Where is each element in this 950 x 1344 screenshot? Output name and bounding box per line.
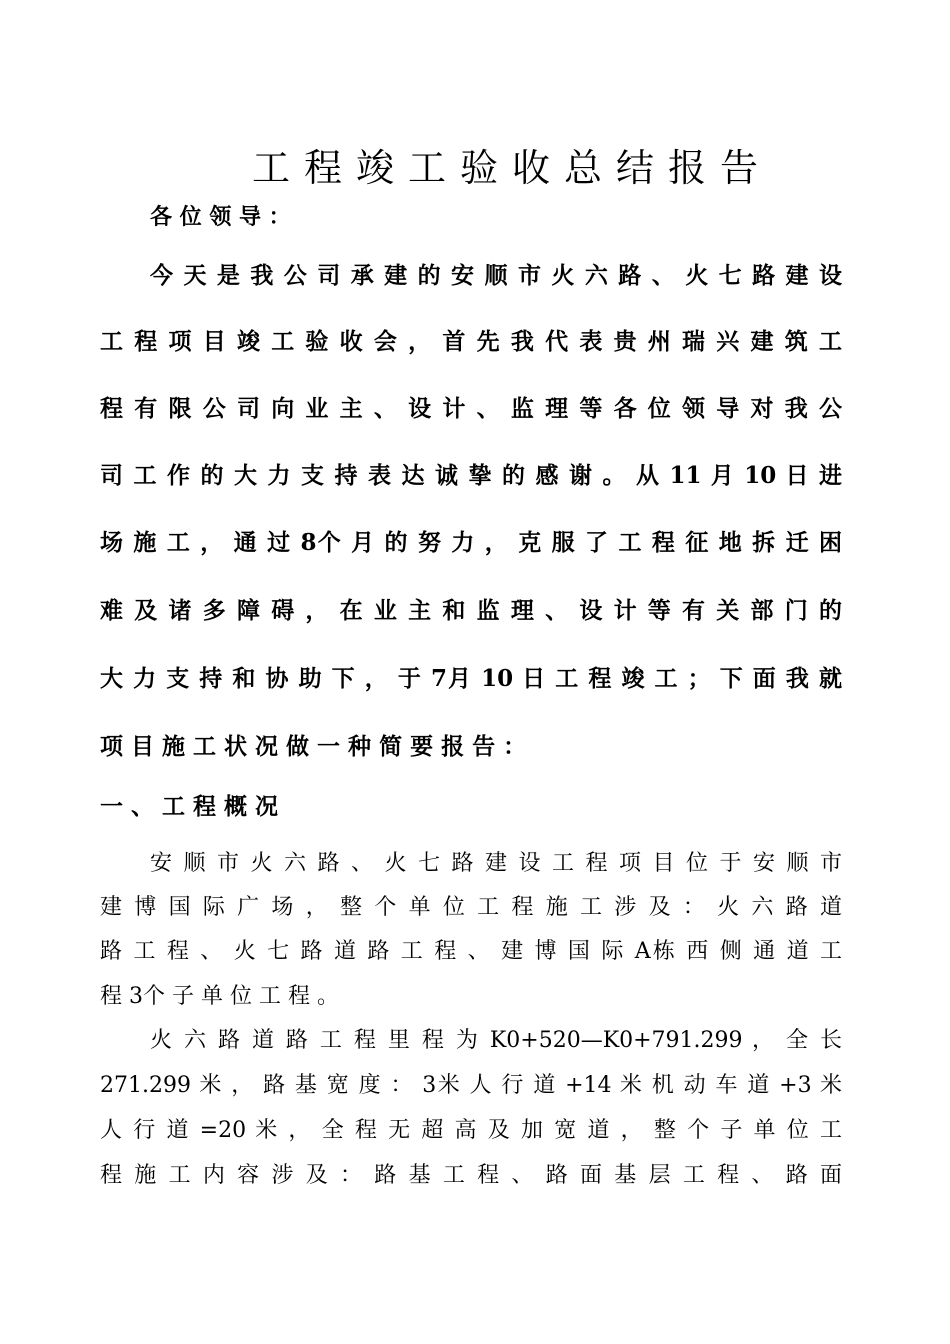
intro-line-3: 程 有 限 公 司 向 业 主 、 设 计 、 监 理 等 各 位 领 导 对 我 公 [100,395,842,422]
section-1-para-2-line-4: 程 施 工 内 容 涉 及 ： 路 基 工 程 、 路 面 基 层 工 程 、 路 面 [100,1163,842,1188]
section-1-heading: 一 、 工 程 概 况 [100,793,279,820]
section-1-para-1-line-1: 安 顺 市 火 六 路 、 火 七 路 建 设 工 程 项 目 位 于 安 顺 市 [150,851,842,876]
intro-line-2: 工 程 项 目 竣 工 验 收 会 ， 首 先 我 代 表 贵 州 瑞 兴 建 筑 工 [100,328,842,355]
intro-line-8: 项 目 施 工 状 况 做 一 种 简 要 报 告 ： [100,733,527,760]
salutation: 各 位 领 导 ： [150,204,291,230]
intro-line-4: 司 工 作 的 大 力 支 持 表 达 诚 挚 的 感 谢 。 从 11 月 10 日 进 [100,462,842,489]
intro-line-1: 今 天 是 我 公 司 承 建 的 安 顺 市 火 六 路 、 火 七 路 建 设 [150,262,842,289]
intro-line-5: 场 施 工 ， 通 过 8个 月 的 努 力 ， 克 服 了 工 程 征 地 拆 迁 困 [100,529,842,556]
section-1-para-1-line-3: 路 工 程 、 火 七 路 道 路 工 程 、 建 博 国 际 A栋 西 侧 通 道 工 [100,939,842,964]
section-1-para-2-line-1: 火 六 路 道 路 工 程 里 程 为 K0+520—K0+791.299 ， 全 长 [150,1028,842,1053]
section-1-para-1-line-4: 程 3个 子 单 位 工 程 。 [100,984,339,1009]
document-title: 工程竣工验收总结报告 [251,146,772,190]
section-1-para-2-line-3: 人 行 道 =20 米 ， 全 程 无 超 高 及 加 宽 道 ， 整 个 子 单 位 工 [100,1118,842,1143]
intro-line-7: 大 力 支 持 和 协 助 下 ， 于 7月 10 日 工 程 竣 工 ； 下 面 我 就 [100,665,842,692]
section-1-para-1-line-2: 建 博 国 际 广 场 ， 整 个 单 位 工 程 施 工 涉 及 ： 火 六 路 道 [100,895,842,920]
section-1-para-2-line-2: 271.299 米 ， 路 基 宽 度 ： 3米 人 行 道 +14 米 机 动 车 道 +3 米 [100,1073,842,1098]
intro-line-6: 难 及 诸 多 障 碍 ， 在 业 主 和 监 理 、 设 计 等 有 关 部 门 的 [100,597,842,624]
